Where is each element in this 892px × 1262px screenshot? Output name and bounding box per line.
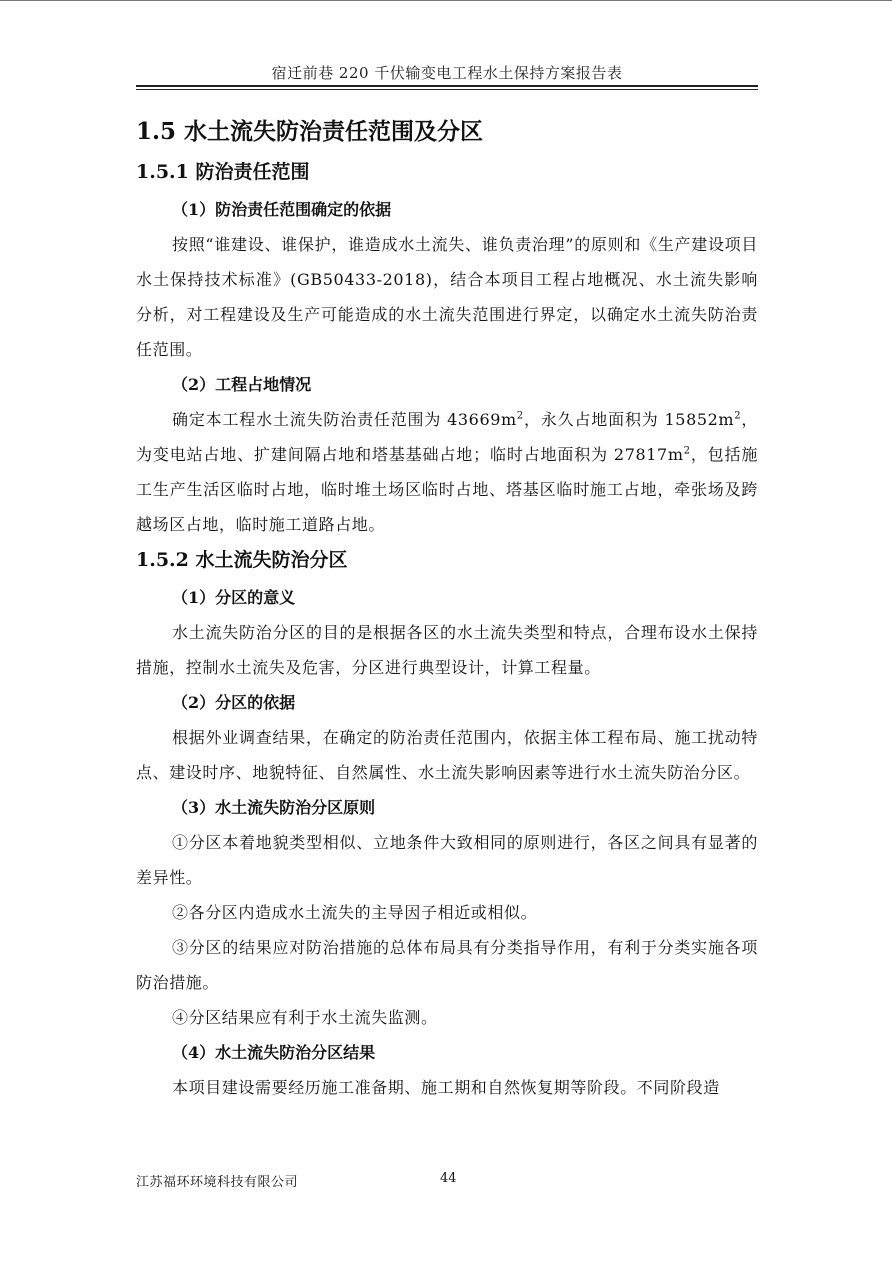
land-text-c: ，为变电站占地、扩建间隔占地和塔基基础占地；临时占地面积为 27817m bbox=[136, 410, 758, 464]
land-text-b: ，永久占地面积为 15852m bbox=[523, 410, 735, 429]
footer-company: 江苏福环环境科技有限公司 bbox=[136, 1175, 299, 1190]
header-rule-thick bbox=[136, 85, 758, 87]
heading-responsibility-basis: （1）防治责任范围确定的依据 bbox=[172, 200, 392, 219]
principle-item: ①分区本着地貌类型相似、立地条件大致相同的原则进行，各区之间具有显著的差异性。 bbox=[136, 833, 758, 887]
header-rule-thin bbox=[136, 89, 758, 90]
land-text-a: 确定本工程水土流失防治责任范围为 43669m bbox=[172, 410, 517, 429]
paragraph-responsibility-basis: 按照“谁建设、谁保护，谁造成水土流失、谁负责治理”的原则和《生产建设项目水土保持技术标准》(GB50433-2018)，结合本项目工程占地概况、水土流失影响分析，对工程建设及生产可能造成的水土流失范围进行界定，以确定水土流失防治责任范围。 bbox=[136, 235, 758, 359]
paragraph-land-occupation bbox=[136, 402, 758, 542]
principle-item: ②各分区内造成水土流失的主导因子相近或相似。 bbox=[172, 903, 538, 922]
paragraph-zoning-results: 本项目建设需要经历施工准备期、施工期和自然恢复期等阶段。不同阶段造 bbox=[172, 1078, 720, 1097]
section-title: 1.5 水土流失防治责任范围及分区 bbox=[136, 118, 484, 145]
heading-zoning-principles: （3）水土流失防治分区原则 bbox=[172, 798, 376, 817]
subsection-title-1: 1.5.1 防治责任范围 bbox=[136, 161, 310, 183]
heading-zoning-results: （4）水土流失防治分区结果 bbox=[172, 1043, 376, 1062]
page-top-edge bbox=[0, 0, 892, 1]
paragraph-zoning-basis: 根据外业调查结果，在确定的防治责任范围内，依据主体工程布局、施工扰动特点、建设时序、地貌特征、自然属性、水土流失影响因素等进行水土流失防治分区。 bbox=[136, 728, 758, 782]
superscript-2: 2 bbox=[516, 410, 524, 422]
superscript-2: 2 bbox=[683, 445, 691, 457]
principle-item: ③分区的结果应对防治措施的总体布局具有分类指导作用，有利于分类实施各项防治措施。 bbox=[136, 938, 758, 992]
principle-item: ④分区结果应有利于水土流失监测。 bbox=[172, 1008, 438, 1027]
subsection-title-2: 1.5.2 水土流失防治分区 bbox=[136, 549, 348, 571]
heading-zoning-meaning: （1）分区的意义 bbox=[172, 588, 296, 607]
page-number: 44 bbox=[440, 1171, 457, 1186]
page-body bbox=[136, 110, 758, 1105]
heading-zoning-basis: （2）分区的依据 bbox=[172, 693, 296, 712]
land-text-d: ，包括施工生产生活区临时占地，临时堆土场区临时占地、塔基区临时施工占地，牵张场及跨越场区占地，临时施工道路占地。 bbox=[136, 445, 758, 534]
superscript-2: 2 bbox=[734, 410, 742, 422]
paragraph-zoning-meaning: 水土流失防治分区的目的是根据各区的水土流失类型和特点，合理布设水土保持措施，控制水土流失及危害，分区进行典型设计，计算工程量。 bbox=[136, 623, 758, 677]
heading-land-occupation: （2）工程占地情况 bbox=[172, 375, 312, 394]
running-header: 宿迁前巷 220 千伏输变电工程水土保持方案报告表 bbox=[271, 64, 623, 82]
